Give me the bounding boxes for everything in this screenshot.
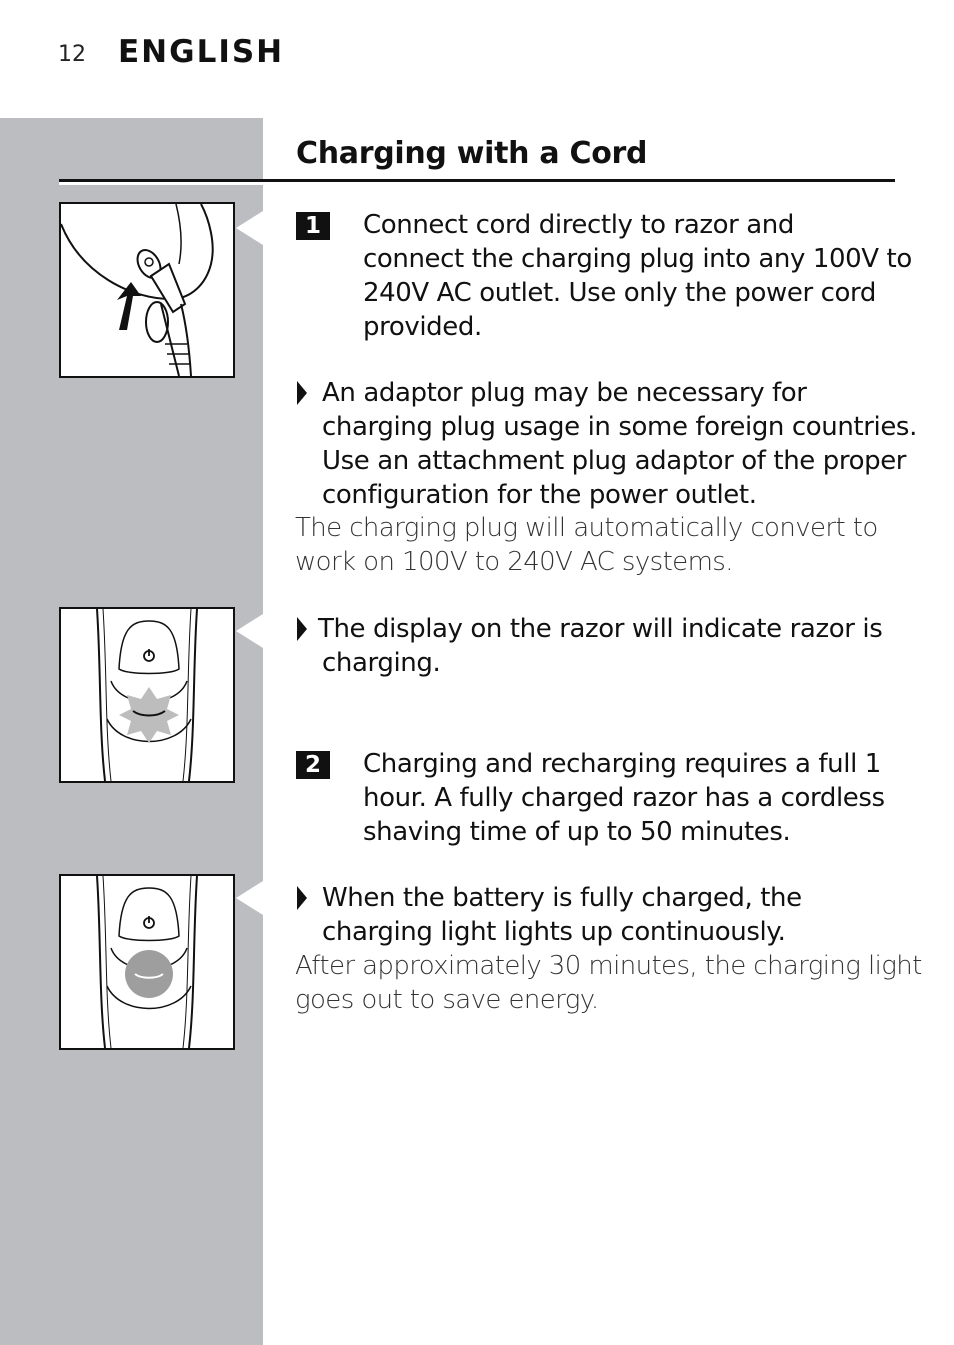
adaptor-note	[322, 376, 917, 512]
convert-info-line: The charging plug will automatically convert to	[295, 513, 878, 543]
charged-light-figure	[59, 874, 235, 1050]
note-bullet-icon	[297, 886, 307, 910]
rule-underlay	[59, 182, 263, 185]
cord-plug-illustration-icon	[61, 204, 233, 376]
step-1-line: connect the charging plug into any 100V to	[363, 244, 912, 274]
charging-display-figure	[59, 607, 235, 783]
step-number-badge: 2	[296, 751, 330, 779]
display-note	[318, 612, 882, 680]
cord-plug-figure	[59, 202, 235, 378]
energy-info-line: goes out to save energy.	[295, 985, 599, 1015]
section-title: Charging with a Cord	[296, 136, 648, 171]
figure-pointer	[236, 614, 263, 648]
step-2-line: Charging and recharging requires a full 1	[363, 749, 881, 779]
step-1-line: 240V AC outlet. Use only the power cord	[363, 278, 876, 308]
display-note-line: The display on the razor will indicate razor is	[318, 614, 883, 644]
step-1-line: Connect cord directly to razor and	[363, 210, 794, 240]
full-charge-note-line: charging light lights up continuously.	[322, 917, 786, 947]
language-heading: ENGLISH	[118, 34, 285, 70]
convert-info-line: work on 100V to 240V AC systems.	[295, 547, 733, 577]
step-2-text	[363, 747, 885, 849]
step-number-badge: 1	[296, 212, 330, 240]
adaptor-note-line: An adaptor plug may be necessary for	[322, 378, 807, 408]
energy-info	[295, 949, 922, 1017]
full-charge-note-line: When the battery is fully charged, the	[322, 883, 802, 913]
razor-charging-display-illustration-icon	[61, 609, 233, 781]
razor-charged-light-illustration-icon	[61, 876, 233, 1048]
step-2-line: shaving time of up to 50 minutes.	[363, 817, 791, 847]
energy-info-line: After approximately 30 minutes, the charging light	[295, 951, 922, 981]
step-1-line: provided.	[363, 312, 482, 342]
figure-pointer	[236, 881, 263, 915]
adaptor-note-line: charging plug usage in some foreign countries.	[322, 412, 917, 442]
adaptor-note-line: configuration for the power outlet.	[322, 480, 757, 510]
step-1-text	[363, 208, 912, 344]
note-bullet-icon	[297, 617, 307, 641]
convert-info	[295, 511, 878, 579]
step-2-line: hour. A fully charged razor has a cordless	[363, 783, 885, 813]
figure-pointer	[236, 211, 263, 245]
full-charge-note	[322, 881, 802, 949]
note-bullet-icon	[297, 381, 307, 405]
page-number: 12	[58, 42, 86, 67]
display-note-line: charging.	[322, 648, 441, 678]
adaptor-note-line: Use an attachment plug adaptor of the proper	[322, 446, 907, 476]
